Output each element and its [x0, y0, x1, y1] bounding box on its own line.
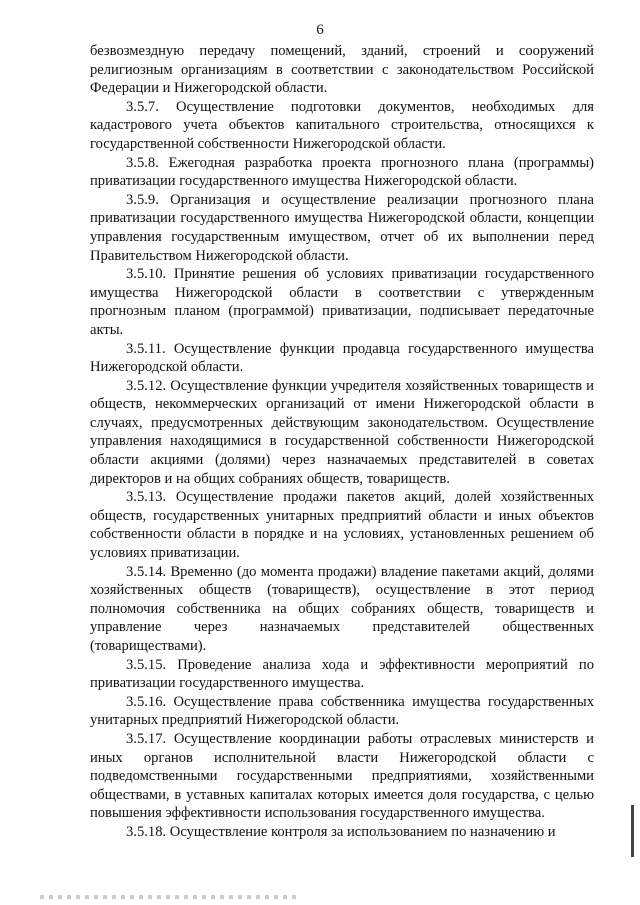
paragraph-3-5-16: 3.5.16. Осуществление права собственника имущества государственных унитарных предприятий Нижегородской области.: [90, 693, 594, 729]
paragraph-3-5-17: 3.5.17. Осуществление координации работы отраслевых министерств и иных органов исполнительной власти Нижегородской области с подведомственными государственными предприятиями, хозяйственными обществами, в уставных капиталах которых имеется доля государства, с целью повышения эффективности использования государственного имущества.: [90, 730, 594, 822]
paragraph-3-5-9: 3.5.9. Организация и осуществление реализации прогнозного плана приватизации государственного имущества Нижегородской области, концепции управления государственным имуществом, отчет об их выполнении перед Правительством Нижегородской области.: [90, 191, 594, 264]
paragraph-3-5-10: 3.5.10. Принятие решения об условиях приватизации государственного имущества Нижегородской области в соответствии с утвержденным прогнозным планом (программой) приватизации, подписывает передаточные акты.: [90, 266, 594, 338]
document-body: [90, 42, 594, 842]
page-number: 6: [316, 22, 324, 38]
paragraph-3-5-18: 3.5.18. Осуществление контроля за использованием по назначению и: [126, 823, 556, 840]
paragraph-3-5-15: 3.5.15. Проведение анализа хода и эффективности мероприятий по приватизации государственного имущества.: [90, 656, 594, 692]
paragraph-3-5-8: 3.5.8. Ежегодная разработка проекта прогнозного плана (программы) приватизации государственного имущества Нижегородской области.: [90, 154, 594, 190]
paragraph-3-5-13: 3.5.13. Осуществление продажи пакетов акций, долей хозяйственных обществ, государственных унитарных предприятий области и иных объектов собственности области в порядке и на условиях, установленных решением об условиях приватизации.: [90, 489, 594, 562]
paragraph-3-5-11: 3.5.11. Осуществление функции продавца государственного имущества Нижегородской области.: [90, 340, 594, 376]
scan-noise-line: [40, 895, 300, 899]
paragraph-3-5-14: 3.5.14. Временно (до момента продажи) владение пакетами акций, долями хозяйственных обществ (товариществ), осуществление в этот период полномочия собственника на общих собраниях обществ, товариществ и управление через назначаемых представителей общественных (товариществами).: [90, 563, 594, 654]
paragraph-continuation: безвозмездную передачу помещений, зданий, строений и сооружений религиозным организациям в соответствии с законодательством Российской Федерации и Нижегородской области.: [90, 43, 594, 97]
scan-edge-mark: [631, 805, 634, 857]
paragraph-3-5-7: 3.5.7. Осуществление подготовки документов, необходимых для кадастрового учета объектов капитального строительства, относящихся к государственной собственности Нижегородской области.: [90, 98, 594, 152]
paragraph-3-5-12: 3.5.12. Осуществление функции учредителя хозяйственных товариществ и обществ, некоммерческих организаций от имени Нижегородской области в случаях, предусмотренных действующим законодательством. Осуществление управления находящимися в государственной собственности Нижегородской области акциями (долями) через назначаемых представителей в советах директоров и на общих собраниях обществ, товариществ.: [90, 377, 594, 487]
